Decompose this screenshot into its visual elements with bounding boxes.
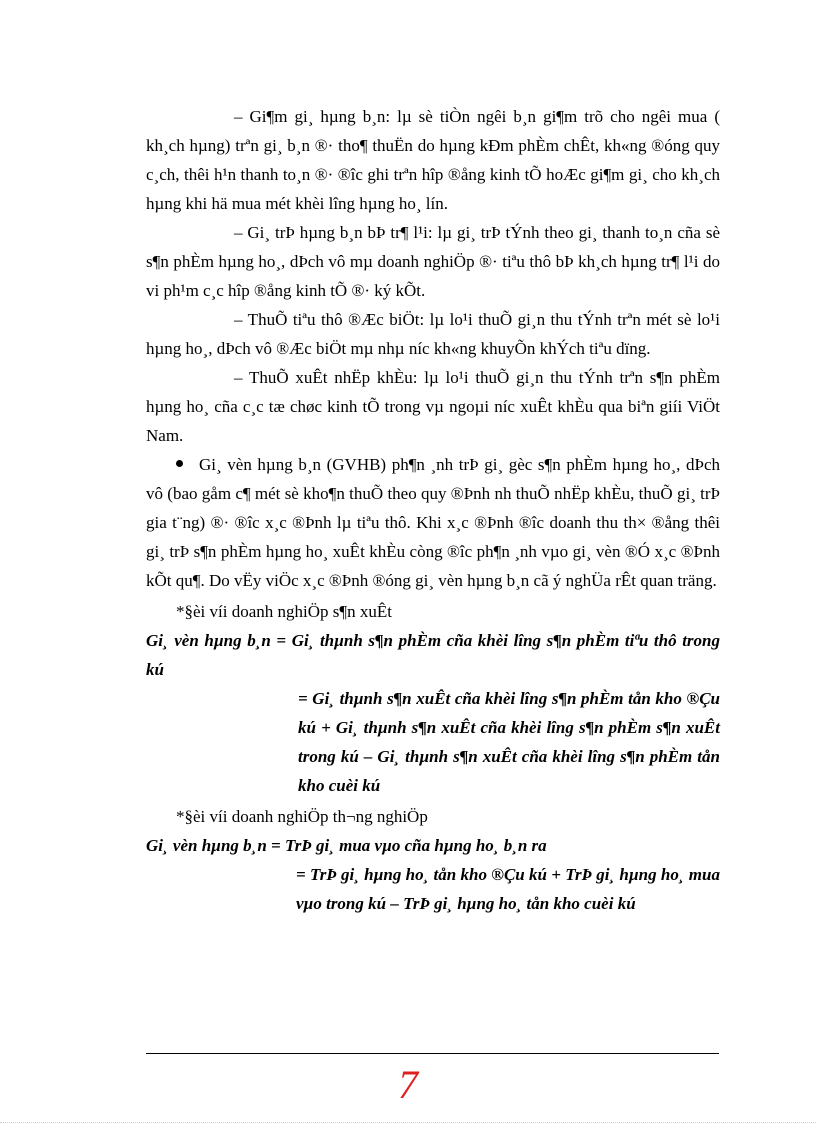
formula-sx-1: Gi¸ vèn hµng b¸n = Gi¸ thµnh s¶n phÈm cña khèi lîng s¶n phÈm tiªu thô trong kú: [146, 631, 720, 679]
formula-sx-2-text: = Gi¸ thµnh s¶n xuÊt cña khèi lîng s¶n phÈm tån kho ®Çu kú + Gi¸ thµnh s¶n xuÊt cña khèi lîng s¶n phÈm s¶n xuÊt trong kú – Gi¸ thµnh s¶n xuÊt cña khèi lîng s¶n phÈm tån kho cuèi kú: [298, 689, 720, 795]
heading-doanh-nghiep-thuong-nghiep: *§èi víi doanh nghiÖp th¬ng nghiÖp: [176, 807, 428, 826]
formula-tm-2-text: = TrÞ gi¸ hµng ho¸ tån kho ®Çu kú + TrÞ gi¸ hµng ho¸ mua vµo trong kú – TrÞ gi¸ hµng ho¸ tån kho cuèi kú: [296, 865, 720, 913]
formula-tm-2: [146, 860, 720, 918]
formula-tm-1: Gi¸ vèn hµng b¸n = TrÞ gi¸ mua vµo cña hµng ho¸ b¸n ra: [146, 836, 547, 855]
paragraph-thue-xnk: – ThuÕ xuÊt nhËp khÈu: lµ lo¹i thuÕ gi¸n thu tÝnh trªn s¶n phÈm hµng ho¸ cña c¸c tæ chøc kinh tÕ trong vµ ngoµi níc xuÊt khÈu qua biªn giíi ViÖt Nam.: [146, 368, 720, 445]
page-body: [146, 102, 720, 918]
page-number: 7: [398, 1062, 418, 1107]
paragraph-giam-gia: – Gi¶m gi¸ hµng b¸n: lµ sè tiÒn ngêi b¸n gi¶m trõ cho ngêi mua ( kh¸ch hµng) trªn gi¸ b¸n ®· tho¶ thuËn do hµng kÐm phÈm chÊt, kh«ng ®óng quy c¸ch, thêi h¹n thanh to¸n ®· ®îc ghi trªn hîp ®ång kinh tÕ hoÆc gi¶m gi¸ cho kh¸ch hµng khi hä mua mét khèi lîng hµng ho¸ lín.: [146, 107, 720, 213]
footer-divider: [146, 1053, 719, 1054]
formula-sx-2: [146, 684, 720, 800]
bullet-icon: [176, 460, 183, 467]
gia-von-text: Gi¸ vèn hµng b¸n (GVHB) ph¶n ¸nh trÞ gi¸ gèc s¶n phÈm hµng ho¸, dÞch vô (bao gåm c¶ mét sè kho¶n thuÕ theo quy ®Þnh nh thuÕ nhËp khÈu, thuÕ gi¸ trÞ gia t¨ng) ®· ®îc x¸c ®Þnh lµ tiªu thô. Khi x¸c ®Þnh ®îc doanh thu th× ®ång thêi gi¸ trÞ s¶n phÈm hµng ho¸ xuÊt khÈu còng ®îc ph¶n ¸nh vµo gi¸ vèn ®Ó x¸c ®Þnh kÕt qu¶. Do vËy viÖc x¸c ®Þnh ®óng gi¸ vèn hµng b¸n cã ý nghÜa rÊt quan träng.: [146, 455, 720, 590]
paragraph-thue-ttdb: – ThuÕ tiªu thô ®Æc biÖt: lµ lo¹i thuÕ gi¸n thu tÝnh trªn mét sè lo¹i hµng ho¸, dÞch vô ®Æc biÖt mµ nhµ níc kh«ng khuyÕn khÝch tiªu dïng.: [146, 310, 720, 358]
paragraph-hang-tra-lai: – Gi¸ trÞ hµng b¸n bÞ tr¶ l¹i: lµ gi¸ trÞ tÝnh theo gi¸ thanh to¸n cña sè s¶n phÈm hµng ho¸, dÞch vô mµ doanh nghiÖp ®· tiªu thô bÞ kh¸ch hµng tr¶ l¹i do vi ph¹m c¸c hîp ®ång kinh tÕ ®· ký kÕt.: [146, 223, 720, 300]
bullet-paragraph-gia-von: [146, 450, 720, 595]
heading-doanh-nghiep-san-xuat: *§èi víi doanh nghiÖp s¶n xuÊt: [176, 602, 392, 621]
